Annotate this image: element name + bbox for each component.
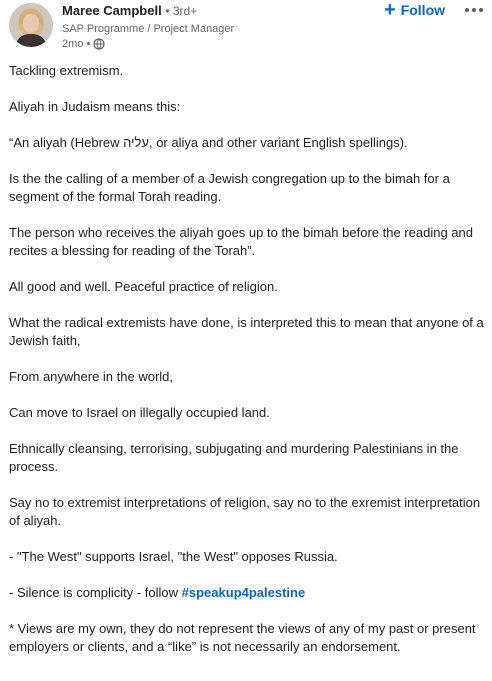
post-time: 2mo •: [62, 38, 91, 50]
post-paragraph: Is the the calling of a member of a Jewish congregation up to the bimah for a segment of the formal Torah reading.: [9, 171, 450, 204]
more-options-button[interactable]: [461, 2, 487, 18]
author-name-line: [62, 3, 197, 19]
post-paragraph: From anywhere in the world,: [9, 369, 174, 384]
plus-icon: +: [384, 0, 396, 21]
connection-degree: • 3rd+: [165, 4, 198, 18]
post-header: [0, 0, 492, 58]
post-paragraph: Ethnically cleansing, terrorising, subjugating and murdering Palestinians in the process.: [9, 441, 459, 474]
globe-icon: [93, 38, 105, 50]
post-paragraph: “An aliyah (Hebrew עליה, or aliya and other variant English spellings).: [9, 135, 408, 150]
post-paragraph: Tackling extremism.: [9, 63, 124, 78]
follow-button[interactable]: [384, 0, 445, 20]
ellipsis-icon-dot-1: [465, 8, 469, 12]
post-paragraph: The person who receives the aliyah goes up to the bimah before the reading and recites a blessing for reading of the Torah”.: [9, 225, 473, 258]
author-headline: SAP Programme / Project Manager: [62, 23, 235, 35]
post-paragraph: [9, 584, 485, 602]
author-avatar[interactable]: [9, 3, 53, 47]
post-body: [9, 60, 485, 656]
post-text: - Silence is complicity - follow: [9, 585, 182, 600]
ellipsis-icon-dot-2: [472, 8, 476, 12]
hashtag-link[interactable]: #speakup4palestine: [181, 585, 306, 600]
post-meta: [62, 37, 105, 51]
post-paragraph: Say no to extremist interpretations of religion, say no to the exremist interpretation of aliyah.: [9, 495, 481, 528]
avatar-photo: [9, 3, 53, 47]
author-name[interactable]: Maree Campbell: [62, 3, 162, 18]
ellipsis-icon-dot-3: [479, 8, 483, 12]
post-paragraph: What the radical extremists have done, is interpreted this to mean that anyone of a Jewish faith,: [9, 315, 484, 348]
post-paragraph: All good and well. Peaceful practice of religion.: [9, 279, 278, 294]
post-paragraph: Aliyah in Judaism means this:: [9, 99, 181, 114]
post-disclaimer: * Views are my own, they do not represent the views of any of my past or present employers or clients, and a “like” is not necessarily an endorsement.: [9, 621, 476, 654]
post-paragraph: - "The West" supports Israel, "the West" opposes Russia.: [9, 549, 338, 564]
follow-label: Follow: [400, 2, 446, 18]
post-paragraph: Can move to Israel on illegally occupied land.: [9, 405, 270, 420]
